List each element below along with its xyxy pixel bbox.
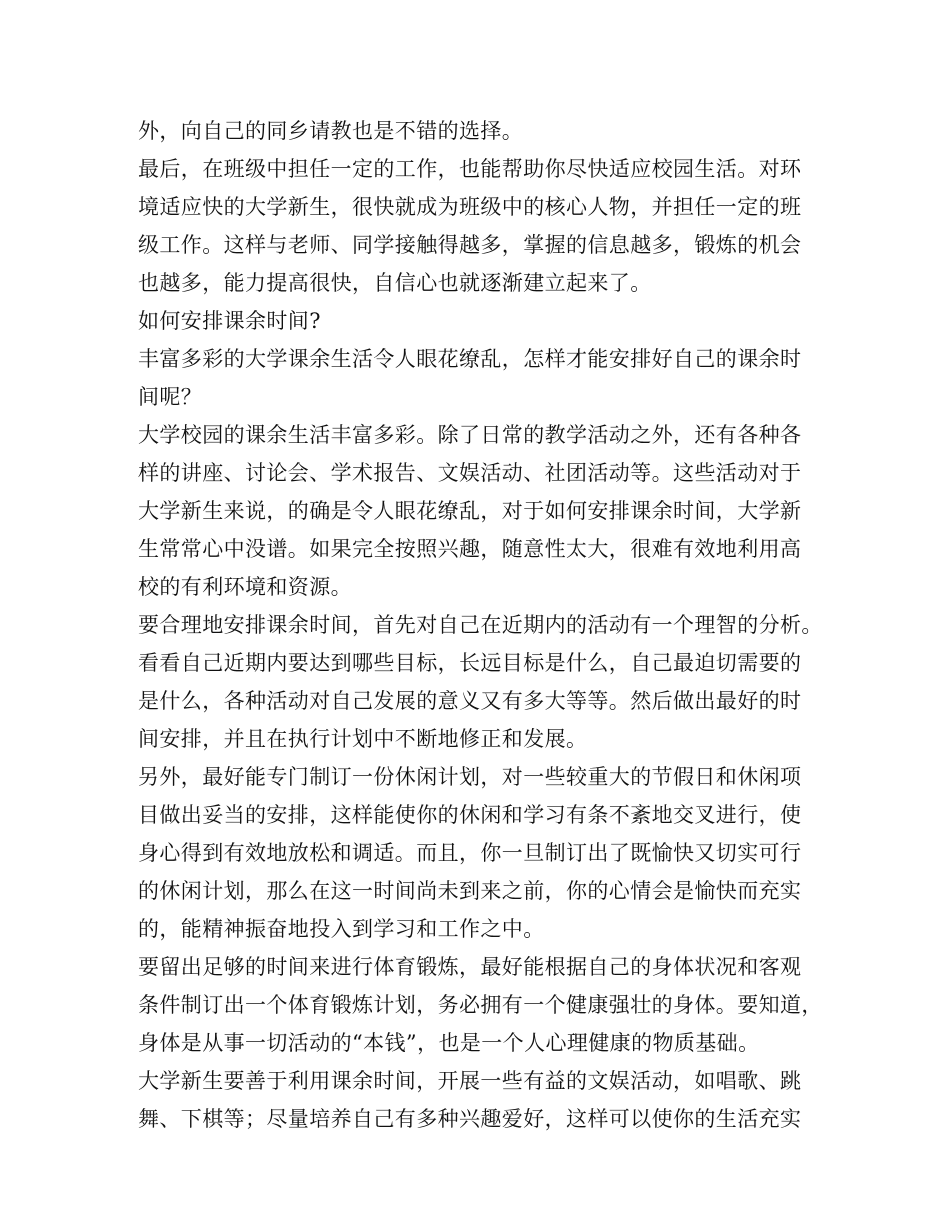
text-line: 身心得到有效地放松和调适。而且，你一旦制订出了既愉快又切实可行 [138, 841, 802, 865]
text-line: 大学校园的课余生活丰富多彩。除了日常的教学活动之外，还有各种各 [138, 423, 802, 447]
text-line: 也越多，能力提高很快，自信心也就逐渐建立起来了。 [138, 271, 652, 295]
text-line: 是什么，各种活动对自己发展的意义又有多大等等。然后做出最好的时 [138, 689, 802, 713]
text-line: 目做出妥当的安排，这样能使你的休闲和学习有条不紊地交叉进行，使 [138, 803, 802, 827]
text-line: 丰富多彩的大学课余生活令人眼花缭乱，怎样才能安排好自己的课余时 [138, 347, 802, 371]
text-line: 的休闲计划，那么在这一时间尚未到来之前，你的心情会是愉快而充实 [138, 879, 802, 903]
text-line: 看看自己近期内要达到哪些目标，长远目标是什么，自己最迫切需要的 [138, 651, 802, 675]
text-line: 间安排，并且在执行计划中不断地修正和发展。 [138, 727, 588, 751]
text-line: 间呢？ [138, 385, 203, 409]
document-body [138, 112, 828, 1138]
text-line: 生常常心中没谱。如果完全按照兴趣，随意性太大，很难有效地利用高 [138, 537, 802, 561]
text-line: 大学新生要善于利用课余时间，开展一些有益的文娱活动，如唱歌、跳 [138, 1069, 802, 1093]
text-line: 外，向自己的同乡请教也是不错的选择。 [138, 119, 524, 143]
text-line: 要留出足够的时间来进行体育锻炼，最好能根据自己的身体状况和客观 [138, 955, 802, 979]
text-line: 境适应快的大学新生，很快就成为班级中的核心人物，并担任一定的班 [138, 195, 802, 219]
text-line: 级工作。这样与老师、同学接触得越多，掌握的信息越多，锻炼的机会 [138, 233, 802, 257]
text-line: 另外，最好能专门制订一份休闲计划，对一些较重大的节假日和休闲项 [138, 765, 802, 789]
section-heading: 如何安排课余时间? [138, 309, 321, 333]
text-line: 舞、下棋等；尽量培养自己有多种兴趣爱好，这样可以使你的生活充实 [138, 1107, 802, 1131]
text-line: 样的讲座、讨论会、学术报告、文娱活动、社团活动等。这些活动对于 [138, 461, 802, 485]
text-line: 的，能精神振奋地投入到学习和工作之中。 [138, 917, 545, 941]
text-line: 要合理地安排课余时间，首先对自己在近期内的活动有一个理智的分析。 [138, 613, 823, 637]
text-line: 身体是从事一切活动的“本钱”，也是一个人心理健康的物质基础。 [138, 1031, 760, 1055]
text-line: 条件制订出一个体育锻炼计划，务必拥有一个健康强壮的身体。要知道， [138, 993, 823, 1017]
text-line: 校的有利环境和资源。 [138, 575, 352, 599]
text-line: 最后，在班级中担任一定的工作，也能帮助你尽快适应校园生活。对环 [138, 157, 802, 181]
text-line: 大学新生来说，的确是令人眼花缭乱，对于如何安排课余时间，大学新 [138, 499, 802, 523]
